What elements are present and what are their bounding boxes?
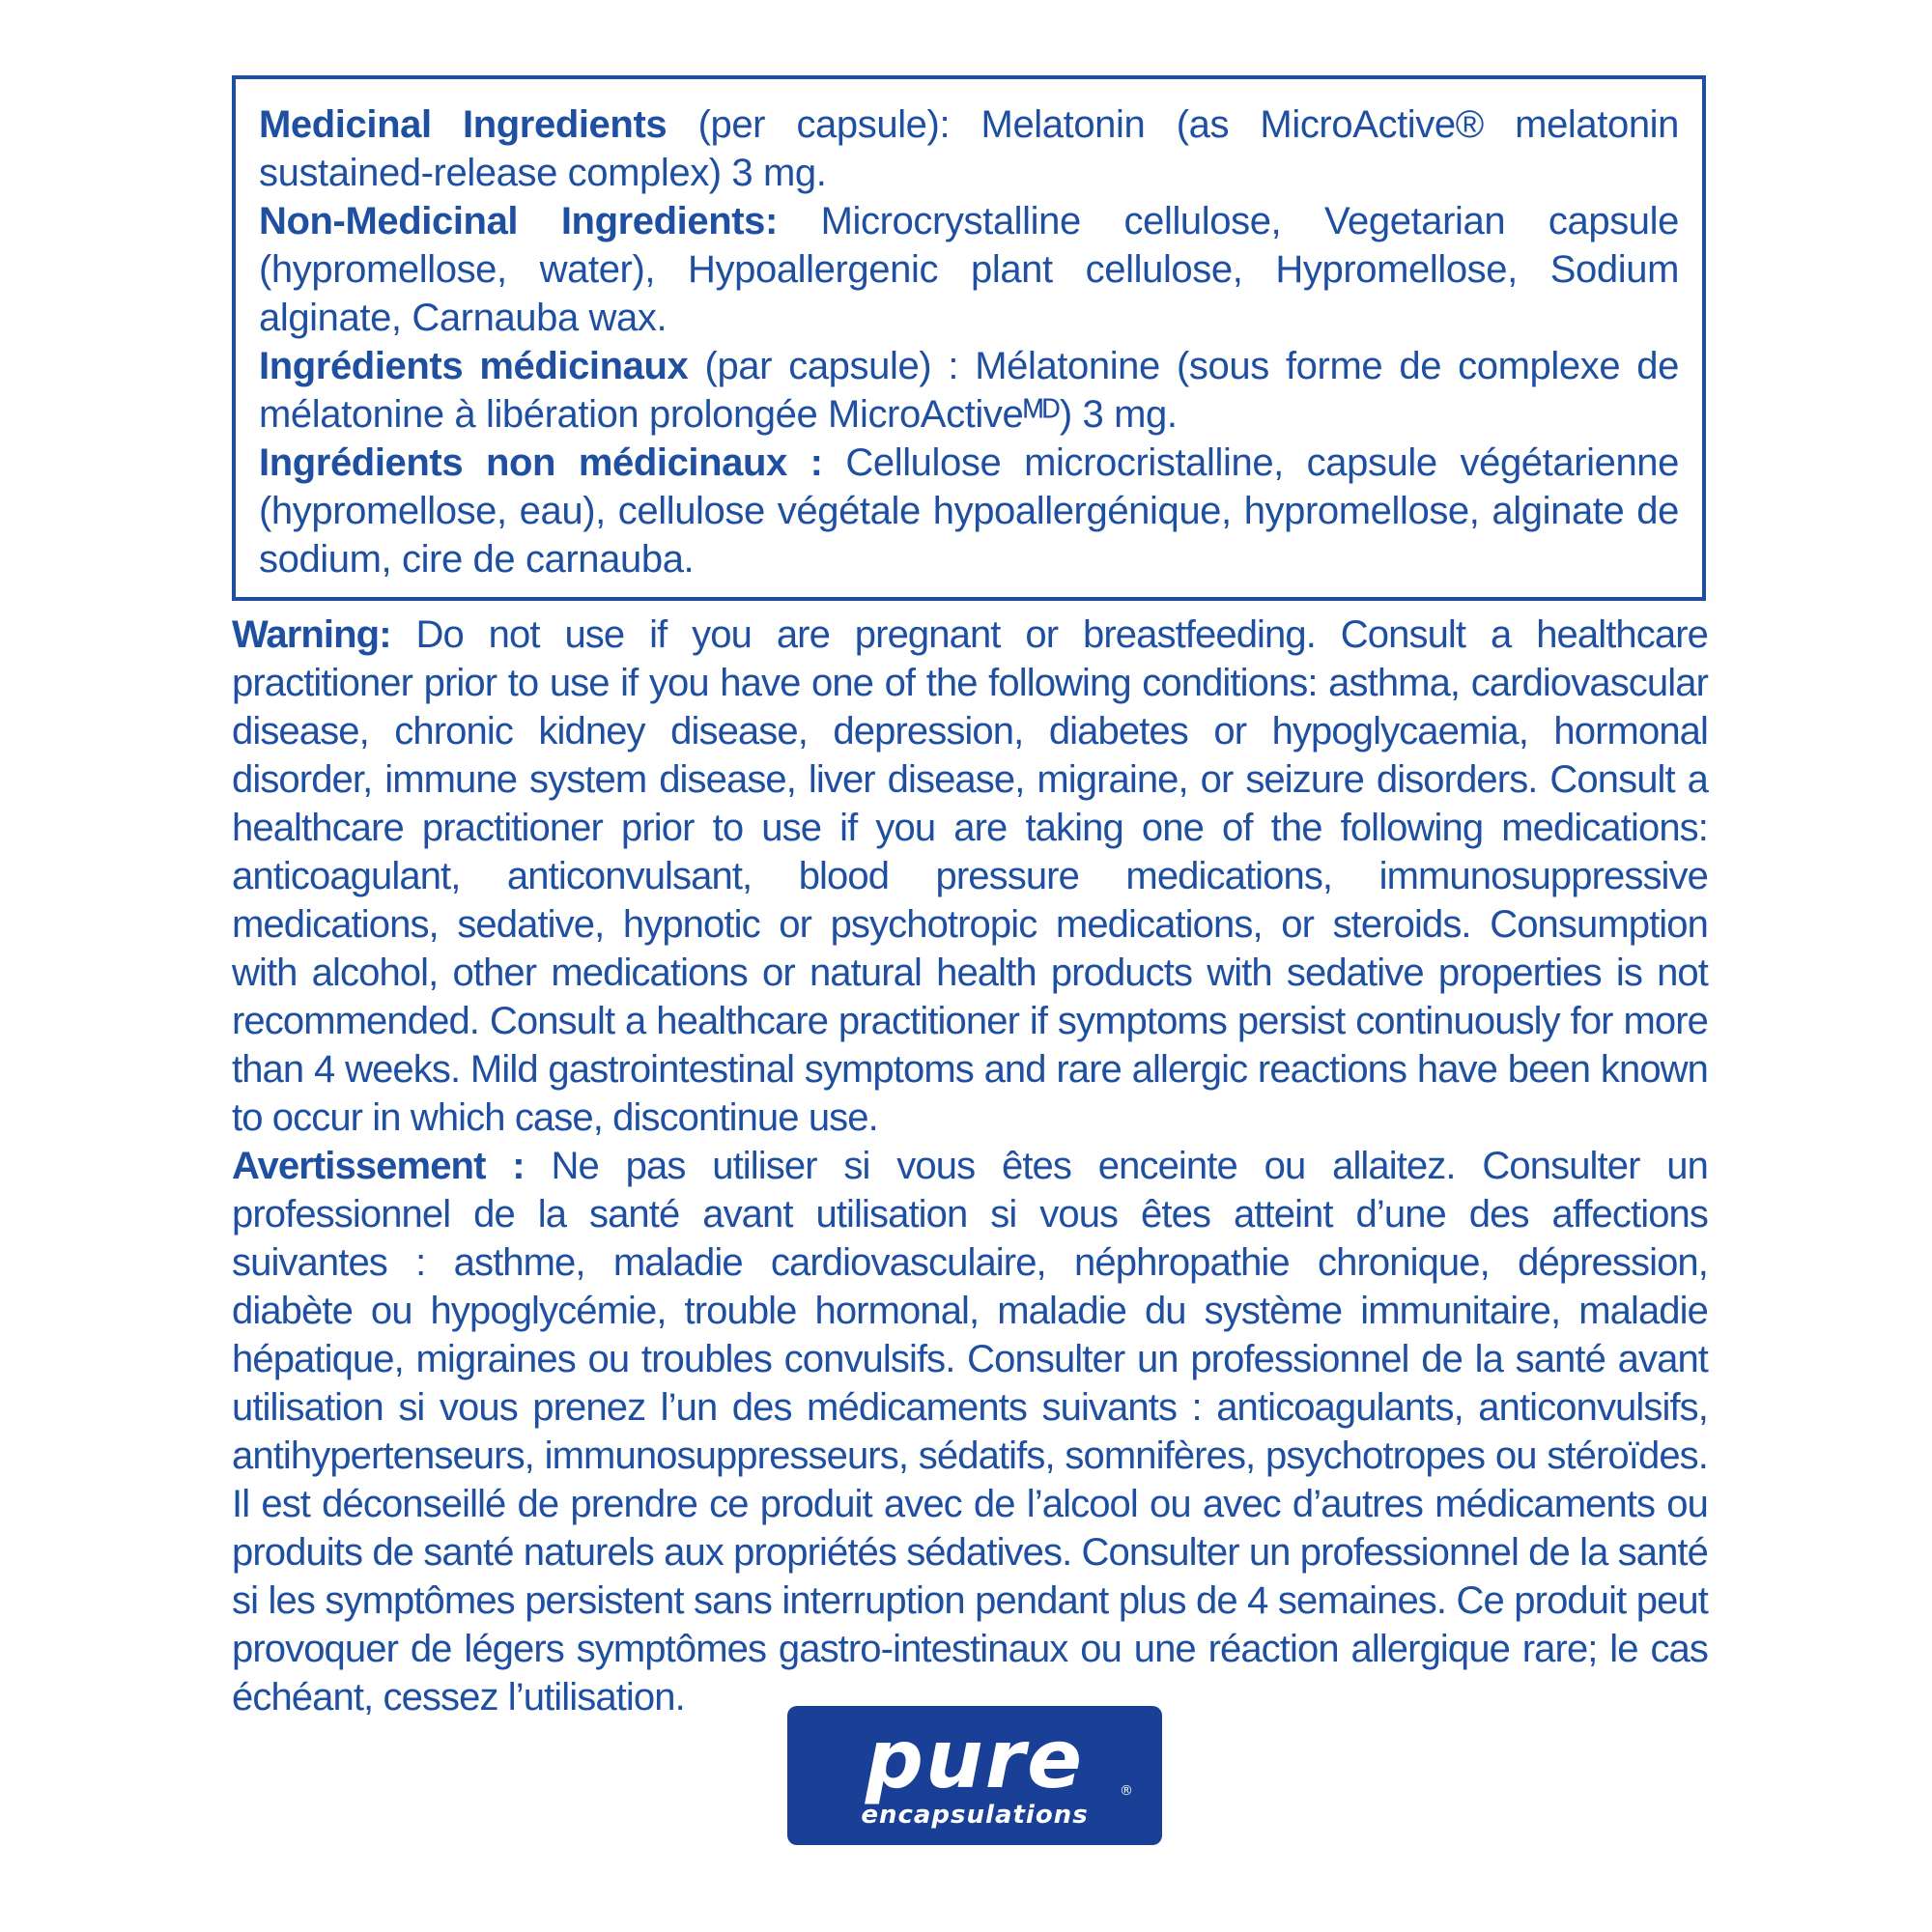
- avertissement-label: Avertissement :: [232, 1145, 525, 1187]
- medicinal-ingredients: [259, 100, 1679, 197]
- medicinal-ingredients-fr-label: Ingrédients médicinaux: [259, 345, 689, 387]
- non-medicinal-ingredients-fr-label: Ingrédients non médicinaux :: [259, 441, 823, 484]
- non-medicinal-ingredients: [259, 197, 1679, 342]
- non-medicinal-ingredients-fr-text: Cellulose microcristalline, capsule végétarienne (hypromellose, eau), cellulose végétale hypoallergénique, hypromellose, alginate de sodium, cire de carnauba.: [259, 441, 1679, 581]
- logo-subtitle: encapsulations: [861, 1801, 1089, 1830]
- medicinal-ingredients-text: (per capsule): Melatonin (as MicroActive® melatonin sustained-release complex) 3 mg.: [259, 103, 1679, 194]
- warnings-section: [232, 611, 1708, 1721]
- medicinal-ingredients-label: Medicinal Ingredients: [259, 103, 668, 146]
- non-medicinal-ingredients-text: Microcrystalline cellulose, Vegetarian capsule (hypromellose, water), Hypoallergenic plant cellulose, Hypromellose, Sodium alginate, Carnauba wax.: [259, 200, 1679, 339]
- warning-paragraph: [232, 611, 1708, 1142]
- non-medicinal-ingredients-fr: [259, 439, 1679, 583]
- warning-label: Warning:: [232, 613, 391, 656]
- medicinal-ingredients-fr-text: (par capsule) : Mélatonine (sous forme de complexe de mélatonine à libération prolongée MicroActiveᴹᴰ) 3 mg.: [259, 345, 1679, 436]
- ingredients-box: [232, 75, 1706, 601]
- avertissement-paragraph: [232, 1142, 1708, 1721]
- registered-mark: ®: [1120, 1783, 1133, 1799]
- non-medicinal-ingredients-label: Non-Medicinal Ingredients:: [259, 200, 778, 242]
- warning-text: Do not use if you are pregnant or breastfeeding. Consult a healthcare practitioner prior to use if you have one of the following conditions: asthma, cardiovascular disease, chronic kidney disease, depression, diabetes or hypoglycaemia, hormonal disorder, immune system disease, liver disease, migraine, or seizure disorders. Consult a healthcare practitioner prior to use if you are taking one of the following medications: anticoagulant, anticonvulsant, blood pressure medications, immunosuppressive medications, sedative, hypnotic or psychotropic medications, or steroids. Consumption with alcohol, other medications or natural health products with sedative properties is not recommended. Consult a healthcare practitioner if symptoms persist continuously for more than 4 weeks. Mild gastrointestinal symptoms and rare allergic reactions have been known to occur in which case, discontinue use.: [232, 613, 1708, 1139]
- pure-encapsulations-logo: [787, 1706, 1162, 1845]
- avertissement-text: Ne pas utiliser si vous êtes enceinte ou allaitez. Consulter un professionnel de la santé avant utilisation si vous êtes atteint d’une des affections suivantes : asthme, maladie cardiovasculaire, néphropathie chronique, dépression, diabète ou hypoglycémie, trouble hormonal, maladie du système immunitaire, maladie hépatique, migraines ou troubles convulsifs. Consulter un professionnel de la santé avant utilisation si vous prenez l’un des médicaments suivants : anticoagulants, anticonvulsifs, antihypertenseurs, immunosuppresseurs, sédatifs, somnifères, psychotropes ou stéroïdes. Il est déconseillé de prendre ce produit avec de l’alcool ou avec d’autres médicaments ou produits de santé naturels aux propriétés sédatives. Consulter un professionnel de la santé si les symptômes persistent sans interruption pendant plus de 4 semaines. Ce produit peut provoquer de légers symptômes gastro-intestinaux ou une réaction allergique rare; le cas échéant, cessez l’utilisation.: [232, 1145, 1708, 1719]
- logo-word: pure: [865, 1712, 1085, 1806]
- medicinal-ingredients-fr: [259, 342, 1679, 439]
